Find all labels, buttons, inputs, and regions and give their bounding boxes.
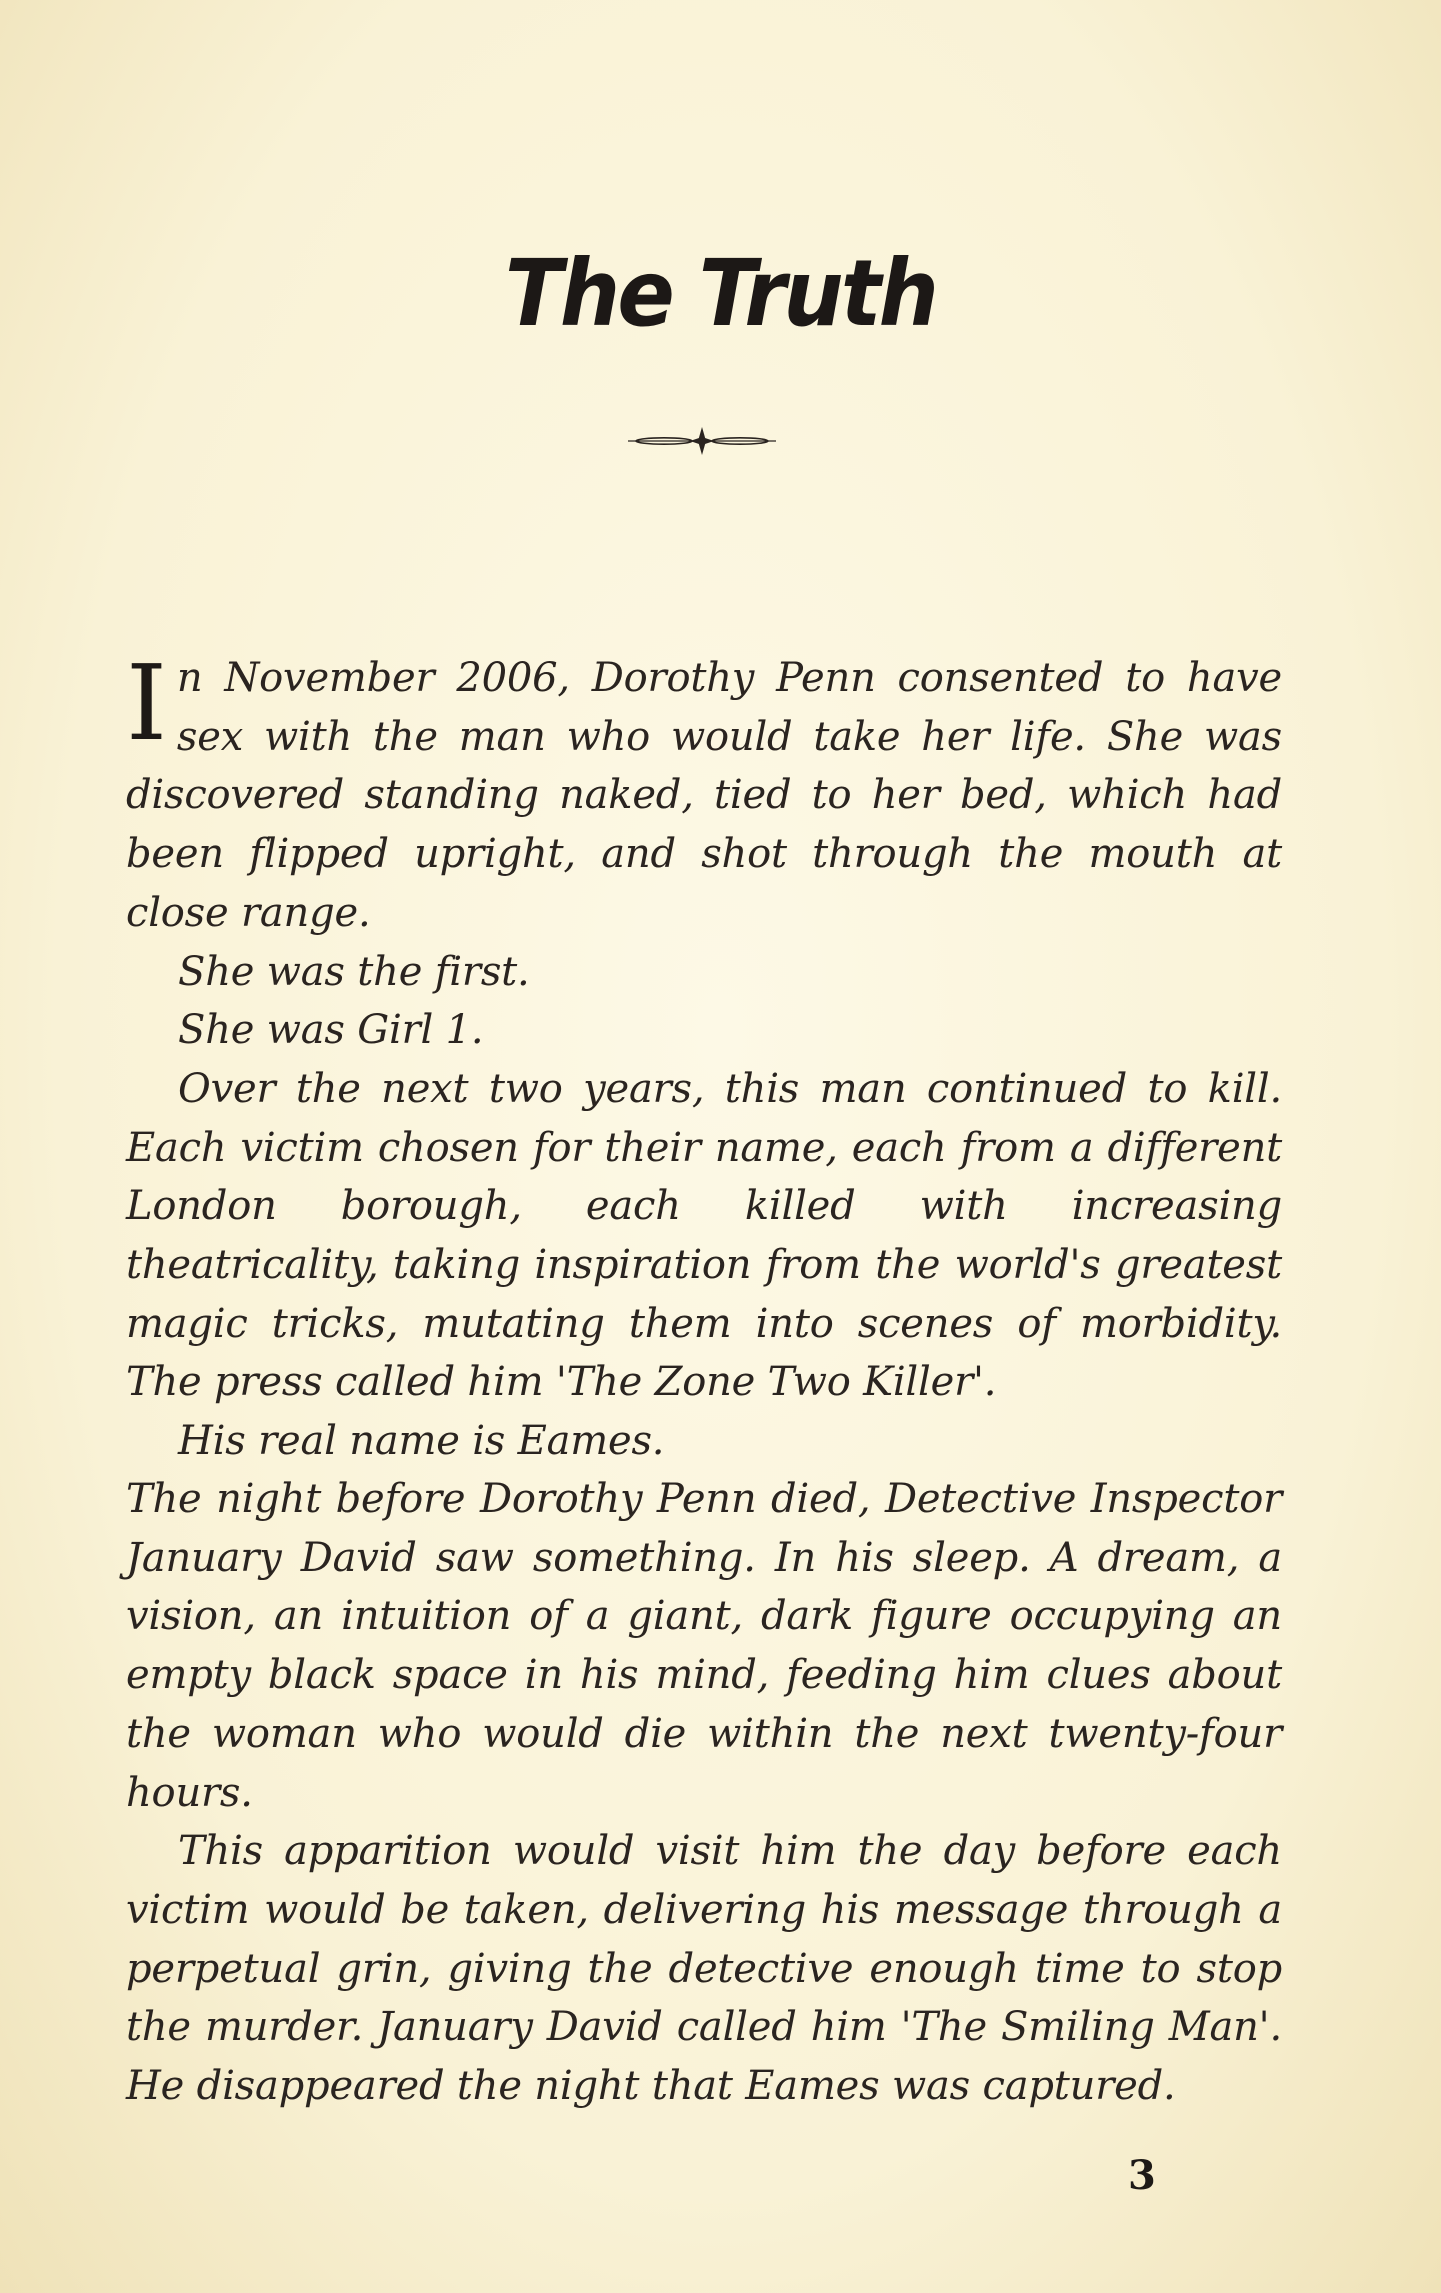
paragraph: She was Girl 1. <box>178 1007 484 1054</box>
paragraph: She was the first. <box>178 948 530 995</box>
section-two <box>126 1470 1282 2116</box>
drop-cap: I <box>126 642 167 764</box>
chapter-title: The Truth <box>504 240 937 347</box>
page-number: 3 <box>1128 2152 1156 2199</box>
paragraph-text: n November 2006, Dorothy Penn consented to have sex with the man who would take her life. She was discovered standing naked, tied to her bed, which had been flipped upright, and shot through the mouth at close range. <box>126 655 1282 936</box>
paragraph: The night before Dorothy Penn died, Detective Inspector January David saw something. In his sleep. A dream, a vision, an intuition of a giant, dark figure occupying an empty black space in his mind, feeding him clues about the woman who would die within the next twenty-four hours. <box>126 1476 1282 1816</box>
section-one <box>126 642 1282 1471</box>
paragraph: Over the next two years, this man continued to kill. Each victim chosen for their name, each from a different London borough, each killed with increasing theatricality, taking inspiration from the world's greatest magic tricks, mutating them into scenes of morbidity. The press called him 'The Zone Two Killer'. <box>126 1065 1282 1406</box>
ornament-divider-icon <box>624 424 780 458</box>
paragraph: This apparition would visit him the day before each victim would be taken, delivering his message through a perpetual grin, giving the detective enough time to stop the murder. January David called him 'The Smiling Man'. He disappeared the night that Eames was captured. <box>126 1828 1282 2110</box>
paragraph: His real name is Eames. <box>178 1418 665 1465</box>
paragraph-opening <box>126 642 1282 943</box>
